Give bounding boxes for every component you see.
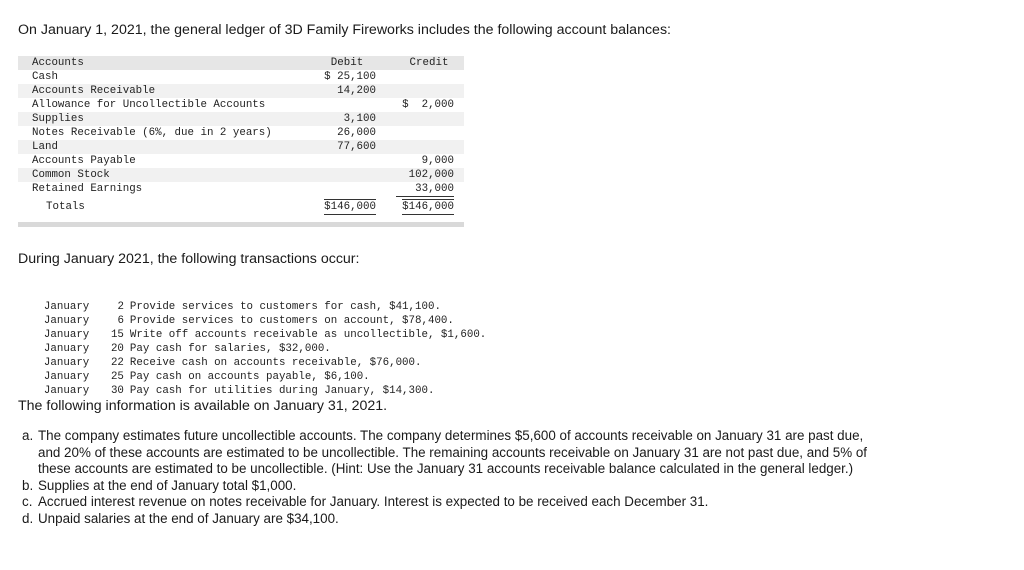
transaction-day: 15 (110, 329, 124, 341)
account-name: Accounts Receivable (32, 85, 156, 97)
transaction-day: 30 (110, 385, 124, 397)
credit-value: 9,000 (421, 155, 454, 167)
table-row (18, 84, 464, 98)
credit-value: 33,000 (396, 182, 454, 197)
transaction-month: January (43, 371, 90, 383)
transaction-day: 2 (117, 301, 124, 313)
transaction-text: Write off accounts receivable as uncollectible, $1,600. (129, 329, 487, 341)
transaction-month: January (43, 357, 90, 369)
adjustment-info-list (22, 428, 882, 527)
transaction-month: January (43, 329, 90, 341)
header-accounts: Accounts (32, 57, 84, 69)
credit-value: $ 2,000 (402, 99, 454, 111)
table-row (18, 112, 464, 126)
table-row (18, 182, 464, 196)
header-debit: Debit (330, 57, 364, 69)
item-letter: c. (22, 494, 33, 509)
debit-value: 3,100 (343, 113, 376, 125)
transaction-day: 22 (110, 357, 124, 369)
credit-value: 102,000 (408, 169, 454, 181)
transaction-day: 20 (110, 343, 124, 355)
totals-label: Totals (46, 201, 85, 213)
transactions-list (18, 286, 487, 397)
table-row (18, 168, 464, 182)
item-text: Accrued interest revenue on notes receivable for January. Interest is expected to be received each December 31. (38, 494, 709, 509)
list-item (22, 478, 882, 495)
table-row (18, 140, 464, 154)
transaction-month: January (43, 301, 90, 313)
item-text: The company estimates future uncollectible accounts. The company determines $5,600 of accounts receivable on January 31 are past due, and 20% of these accounts are estimated to be uncollectible. The remaining accounts receivable on January 31 are not past due, and 5% of these accounts are estimated to be uncollectible. (Hint: Use the January 31 accounts receivable balance calculated in the general ledger.) (38, 428, 868, 476)
account-balances-table (18, 56, 464, 227)
table-header-row (18, 56, 464, 70)
account-name: Retained Earnings (32, 183, 143, 195)
account-name: Supplies (32, 113, 84, 125)
totals-credit: $146,000 (402, 201, 454, 213)
table-footer-divider (18, 222, 464, 227)
list-item (18, 286, 486, 313)
debit-value: 26,000 (337, 127, 376, 139)
account-name: Land (32, 141, 58, 153)
item-letter: d. (22, 510, 34, 526)
table-row (18, 126, 464, 140)
account-name: Common Stock (32, 169, 110, 181)
list-item (22, 511, 882, 528)
list-item (22, 428, 882, 478)
item-text: Unpaid salaries at the end of January are $34,100. (38, 510, 339, 526)
totals-debit: $146,000 (324, 201, 376, 213)
header-credit: Credit (409, 57, 449, 69)
list-item (22, 494, 882, 511)
item-letter: a. (22, 428, 34, 443)
debit-value: $ 25,100 (324, 71, 376, 83)
transaction-text: Pay cash on accounts payable, $6,100. (129, 371, 370, 383)
table-row (18, 154, 464, 168)
transaction-month: January (43, 343, 90, 355)
transaction-text: Receive cash on accounts receivable, $76,000. (129, 357, 422, 369)
info-heading: The following information is available on January 31, 2021. (18, 398, 388, 414)
transaction-month: January (43, 315, 90, 327)
transaction-text: Provide services to customers for cash, $41,100. (129, 301, 441, 313)
table-row (18, 70, 464, 84)
transaction-day: 25 (110, 371, 124, 383)
account-name: Notes Receivable (6%, due in 2 years) (32, 127, 272, 139)
debit-value: 14,200 (337, 85, 376, 97)
totals-row (18, 198, 464, 216)
account-name: Allowance for Uncollectible Accounts (32, 99, 266, 111)
table-row (18, 98, 464, 112)
item-text: Supplies at the end of January total $1,000. (38, 477, 297, 493)
transaction-text: Provide services to customers on account, $78,400. (129, 315, 454, 327)
transaction-month: January (43, 385, 90, 397)
intro-text: On January 1, 2021, the general ledger of 3D Family Fireworks includes the following account balances: (18, 22, 671, 38)
transaction-day: 6 (117, 315, 124, 327)
item-letter: b. (22, 477, 34, 493)
transactions-heading: During January 2021, the following transactions occur: (18, 251, 360, 267)
transaction-text: Pay cash for salaries, $32,000. (129, 343, 331, 355)
account-name: Accounts Payable (32, 155, 136, 167)
transaction-text: Pay cash for utilities during January, $14,300. (129, 385, 435, 397)
account-name: Cash (32, 71, 58, 83)
debit-value: 77,600 (337, 141, 376, 153)
